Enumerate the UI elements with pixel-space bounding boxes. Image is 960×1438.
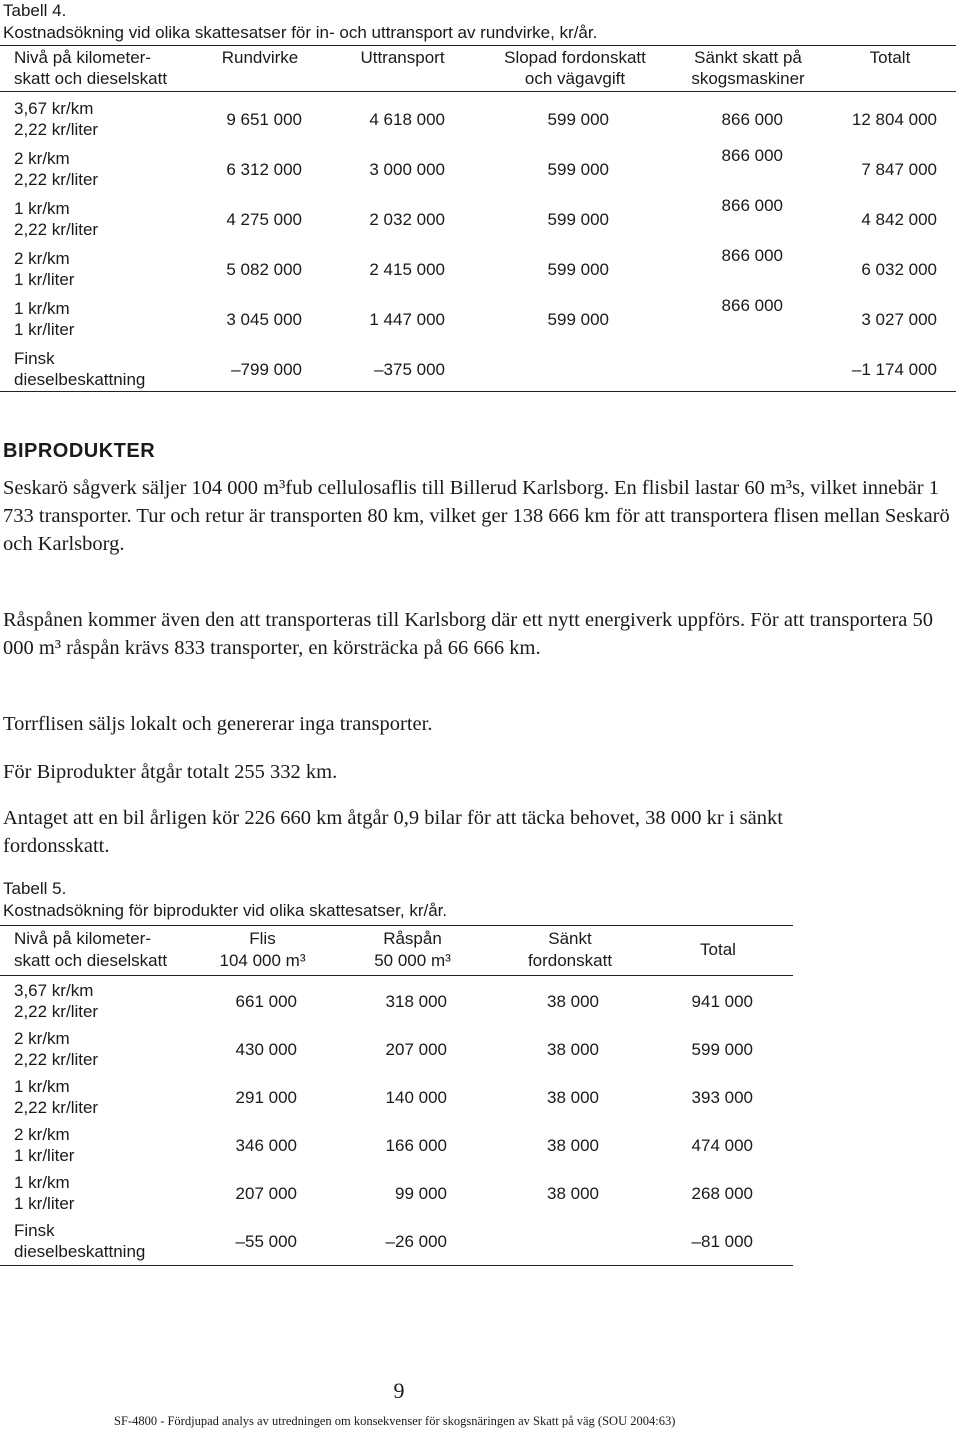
- table4-row: [0, 145, 956, 195]
- table5-top-rule: [0, 925, 793, 926]
- table4-cell-rundvirke: 6 312 000: [226, 160, 302, 179]
- table5-header-flis: Flis 104 000 m³: [219, 929, 306, 970]
- table5-cell-total: 474 000: [691, 1136, 753, 1155]
- table4-row-label: Finsk dieselbeskattning: [14, 349, 146, 389]
- table5-row-label: Finsk dieselbeskattning: [14, 1221, 146, 1261]
- table4-header-slopad: Slopad fordonskatt och vägavgift: [504, 48, 646, 88]
- table4: [0, 45, 956, 393]
- table5-caption: [3, 878, 447, 922]
- table4-row: [0, 245, 956, 295]
- table5-cell-total: 941 000: [691, 992, 753, 1011]
- table5-row: [0, 977, 793, 1025]
- table5-cell-sankt: 38 000: [547, 1184, 599, 1203]
- table5-caption-title: Kostnadsökning för biprodukter vid olika skattesatser, kr/år.: [3, 901, 448, 920]
- table4-cell-slopad: 599 000: [547, 260, 609, 279]
- table5-row: [0, 1025, 793, 1073]
- table5-cell-flis: 346 000: [235, 1136, 297, 1155]
- table4-cell-uttransport: 2 415 000: [369, 260, 445, 279]
- table4-cell-slopad: 599 000: [547, 310, 609, 329]
- section-heading: BIPRODUKTER: [3, 440, 156, 462]
- table4-cell-rundvirke: 4 275 000: [226, 210, 302, 229]
- table4-row-label: 1 kr/km 2,22 kr/liter: [14, 199, 99, 239]
- table4-header-sankt: Sänkt skatt på skogsmaskiner: [691, 48, 805, 88]
- table5-row: [0, 1217, 793, 1265]
- table4-header-rundvirke: Rundvirke: [221, 48, 299, 67]
- paragraph: Antaget att en bil årligen kör 226 660 km åtgår 0,9 bilar för att täcka behovet, 38 000 kr i sänkt fordonsskatt.: [3, 807, 783, 857]
- table5-row-label: 3,67 kr/km 2,22 kr/liter: [14, 981, 99, 1021]
- table4-cell-sankt: 866 000: [721, 296, 783, 315]
- table5-cell-raspan: 318 000: [385, 992, 447, 1011]
- table5-row: [0, 1169, 793, 1217]
- table4-row: [0, 295, 956, 345]
- table5-header-raspan: Råspån 50 000 m³: [374, 929, 451, 970]
- table5-cell-sankt: 38 000: [547, 1040, 599, 1059]
- table4-cell-uttransport: 1 447 000: [369, 310, 445, 329]
- table5-bottom-rule: [0, 1265, 793, 1266]
- table4-cell-sankt: 866 000: [721, 246, 783, 265]
- table5-cell-flis: 207 000: [235, 1184, 297, 1203]
- table5-header-level: Nivå på kilometer- skatt och dieselskatt: [14, 929, 168, 970]
- table4-row: [0, 345, 956, 395]
- table4-row: [0, 95, 956, 145]
- table5-cell-flis: 291 000: [235, 1088, 297, 1107]
- page-number: 9: [393, 1378, 405, 1403]
- table5-cell-raspan: –26 000: [385, 1232, 447, 1251]
- table4-cell-uttransport: 3 000 000: [369, 160, 445, 179]
- table4-cell-sankt: 866 000: [721, 110, 783, 129]
- table4-cell-totalt: 6 032 000: [861, 260, 937, 279]
- table4-cell-rundvirke: 5 082 000: [226, 260, 302, 279]
- table4-cell-rundvirke: –799 000: [231, 360, 302, 379]
- table5-cell-raspan: 166 000: [385, 1136, 447, 1155]
- table4-cell-uttransport: 2 032 000: [369, 210, 445, 229]
- table5: [0, 925, 793, 1270]
- table4-cell-slopad: 599 000: [547, 160, 609, 179]
- table5-row-label: 2 kr/km 2,22 kr/liter: [14, 1029, 99, 1069]
- table4-cell-totalt: 3 027 000: [861, 310, 937, 329]
- table5-cell-flis: 661 000: [235, 992, 297, 1011]
- table5-header-total: Total: [700, 940, 736, 959]
- table5-cell-total: 599 000: [691, 1040, 753, 1059]
- table5-cell-raspan: 140 000: [385, 1088, 447, 1107]
- table4-cell-totalt: 12 804 000: [851, 110, 937, 129]
- table4-cell-rundvirke: 9 651 000: [226, 110, 302, 129]
- table4-cell-slopad: 599 000: [547, 110, 609, 129]
- paragraph: För Biprodukter åtgår totalt 255 332 km.: [3, 761, 338, 783]
- table4-cell-sankt: 866 000: [721, 146, 783, 165]
- paragraph: Seskarö sågverk säljer 104 000 m³fub cellulosaflis till Billerud Karlsborg. En flisbil lastar 60 m³s, vilket innebär 1 733 transporter. Tur och retur är transporten 80 km, vilket ger 138 666 km för att transportera flisen mellan Seskarö och Karlsborg.: [3, 477, 950, 555]
- table5-cell-total: –81 000: [691, 1232, 753, 1251]
- table4-header-level: Nivå på kilometer- skatt och dieselskatt: [14, 48, 168, 88]
- table5-cell-sankt: 38 000: [547, 992, 599, 1011]
- table5-cell-sankt: 38 000: [547, 1088, 599, 1107]
- table5-row: [0, 1073, 793, 1121]
- table5-cell-total: 393 000: [691, 1088, 753, 1107]
- paragraph: Torrflisen säljs lokalt och genererar inga transporter.: [3, 713, 433, 735]
- table4-cell-uttransport: 4 618 000: [369, 110, 445, 129]
- table5-cell-total: 268 000: [691, 1184, 753, 1203]
- table4-row-label: 1 kr/km 1 kr/liter: [14, 299, 75, 339]
- table5-header-rule: [0, 975, 793, 976]
- table4-cell-sankt: 866 000: [721, 196, 783, 215]
- table5-row-label: 2 kr/km 1 kr/liter: [14, 1125, 75, 1165]
- table5-cell-sankt: 38 000: [547, 1136, 599, 1155]
- table5-header-sankt: Sänkt fordonskatt: [527, 929, 613, 970]
- table5-row-label: 1 kr/km 1 kr/liter: [14, 1173, 75, 1213]
- table4-cell-totalt: –1 174 000: [851, 360, 937, 379]
- table4-cell-slopad: 599 000: [547, 210, 609, 229]
- table4-header-uttransport: Uttransport: [360, 48, 445, 67]
- table4-row-label: 2 kr/km 2,22 kr/liter: [14, 149, 99, 189]
- table4-cell-totalt: 4 842 000: [861, 210, 937, 229]
- table4-bottom-rule: [0, 391, 956, 392]
- table4-row: [0, 195, 956, 245]
- table5-cell-raspan: 99 000: [395, 1184, 447, 1203]
- table5-row: [0, 1121, 793, 1169]
- table4-header-rule: [0, 91, 956, 92]
- table4-cell-uttransport: –375 000: [374, 360, 445, 379]
- table5-cell-flis: 430 000: [235, 1040, 297, 1059]
- table4-caption-title: Kostnadsökning vid olika skattesatser för in- och uttransport av rundvirke, kr/år.: [3, 23, 598, 42]
- table5-cell-raspan: 207 000: [385, 1040, 447, 1059]
- table4-caption-number: Tabell 4.: [3, 1, 67, 20]
- table4-top-rule: [0, 45, 956, 46]
- table5-caption-number: Tabell 5.: [3, 879, 67, 898]
- table4-caption: [3, 0, 597, 44]
- table5-cell-flis: –55 000: [235, 1232, 297, 1251]
- paragraph: Råspånen kommer även den att transporteras till Karlsborg där ett nytt energiverk uppförs. För att transportera 50 000 m³ råspån krävs 833 transporter, en körsträcka på 66 666 km.: [3, 609, 934, 659]
- table4-cell-rundvirke: 3 045 000: [226, 310, 302, 329]
- table4-cell-totalt: 7 847 000: [861, 160, 937, 179]
- table4-row-label: 3,67 kr/km 2,22 kr/liter: [14, 99, 99, 139]
- page-footer: SF-4800 - Fördjupad analys av utredningen om konsekvenser för skogsnäringen av Skatt på väg (SOU 2004:63): [114, 1414, 676, 1428]
- table4-header-totalt: Totalt: [869, 48, 911, 67]
- table5-row-label: 1 kr/km 2,22 kr/liter: [14, 1077, 99, 1117]
- table4-row-label: 2 kr/km 1 kr/liter: [14, 249, 75, 289]
